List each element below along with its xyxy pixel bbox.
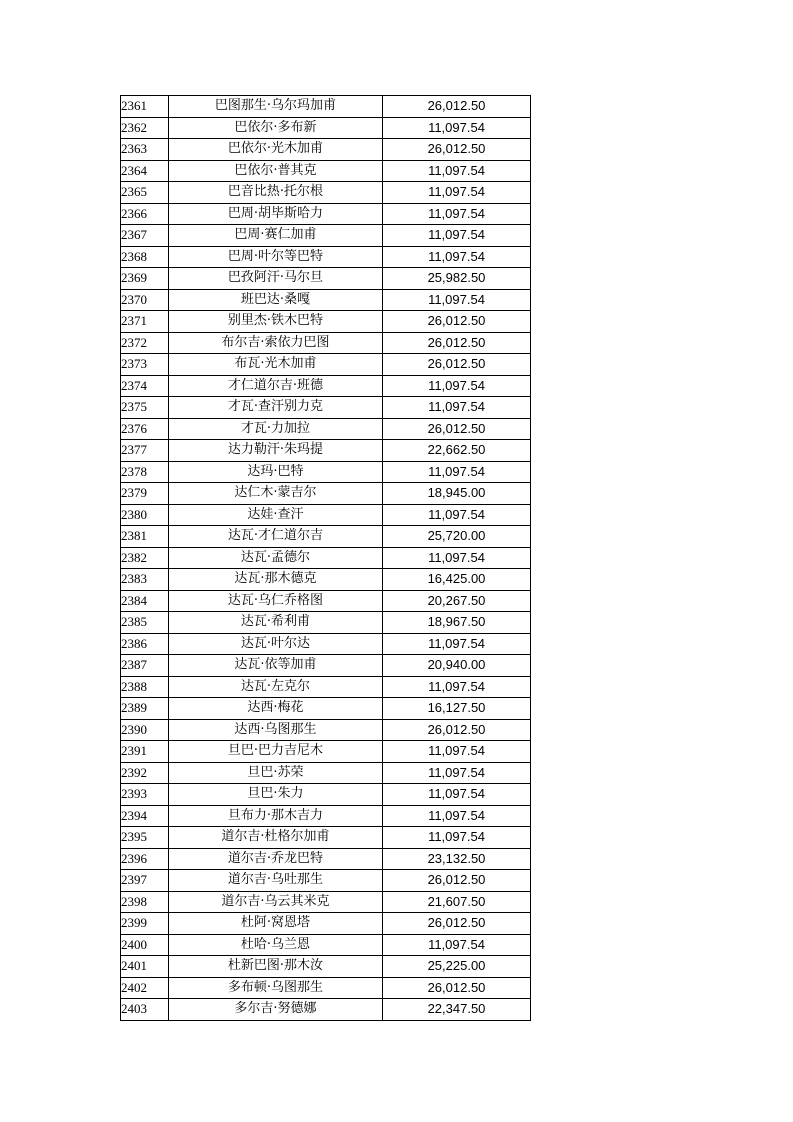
table-row: [121, 848, 531, 870]
row-number: 2379: [121, 483, 169, 505]
row-number: 2388: [121, 676, 169, 698]
person-name: 达娃·查汗: [169, 504, 383, 526]
amount-value: 26,012.50: [383, 354, 531, 376]
person-name: 达瓦·孟德尔: [169, 547, 383, 569]
amount-value: 11,097.54: [383, 547, 531, 569]
table-row: [121, 676, 531, 698]
person-name: 巴孜阿汗·马尔旦: [169, 268, 383, 290]
amount-value: 26,012.50: [383, 719, 531, 741]
person-name: 别里杰·铁木巴特: [169, 311, 383, 333]
amount-value: 20,267.50: [383, 590, 531, 612]
row-number: 2385: [121, 612, 169, 634]
person-name: 班巴达·桑嘎: [169, 289, 383, 311]
table-row: [121, 762, 531, 784]
table-row: [121, 956, 531, 978]
row-number: 2375: [121, 397, 169, 419]
row-number: 2401: [121, 956, 169, 978]
row-number: 2400: [121, 934, 169, 956]
amount-value: 11,097.54: [383, 375, 531, 397]
person-name: 道尔吉·杜格尔加甫: [169, 827, 383, 849]
person-name: 道尔吉·乌云其米克: [169, 891, 383, 913]
person-name: 达仁木·蒙吉尔: [169, 483, 383, 505]
person-name: 才瓦·力加拉: [169, 418, 383, 440]
person-name: 巴依尔·多布新: [169, 117, 383, 139]
amount-value: 26,012.50: [383, 418, 531, 440]
person-name: 杜阿·窝恩塔: [169, 913, 383, 935]
table-row: [121, 182, 531, 204]
row-number: 2378: [121, 461, 169, 483]
person-name: 巴依尔·普其克: [169, 160, 383, 182]
person-name: 达瓦·依等加甫: [169, 655, 383, 677]
row-number: 2397: [121, 870, 169, 892]
row-number: 2394: [121, 805, 169, 827]
row-number: 2368: [121, 246, 169, 268]
amount-value: 11,097.54: [383, 784, 531, 806]
person-name: 达西·梅花: [169, 698, 383, 720]
amount-value: 22,347.50: [383, 999, 531, 1021]
amount-value: 23,132.50: [383, 848, 531, 870]
table-row: [121, 375, 531, 397]
table-row: [121, 117, 531, 139]
person-name: 达瓦·叶尔达: [169, 633, 383, 655]
table-row: [121, 289, 531, 311]
table-row: [121, 311, 531, 333]
person-name: 巴周·叶尔等巴特: [169, 246, 383, 268]
amount-value: 26,012.50: [383, 96, 531, 118]
person-name: 达瓦·那木德克: [169, 569, 383, 591]
amount-value: 11,097.54: [383, 117, 531, 139]
table-row: [121, 526, 531, 548]
row-number: 2398: [121, 891, 169, 913]
row-number: 2403: [121, 999, 169, 1021]
row-number: 2399: [121, 913, 169, 935]
amount-value: 11,097.54: [383, 805, 531, 827]
amount-value: 11,097.54: [383, 461, 531, 483]
table-row: [121, 934, 531, 956]
table-row: [121, 741, 531, 763]
row-number: 2376: [121, 418, 169, 440]
table-row: [121, 139, 531, 161]
row-number: 2363: [121, 139, 169, 161]
table-row: [121, 268, 531, 290]
person-name: 达瓦·乌仁乔格图: [169, 590, 383, 612]
table-row: [121, 590, 531, 612]
person-name: 布瓦·光木加甫: [169, 354, 383, 376]
row-number: 2395: [121, 827, 169, 849]
row-number: 2361: [121, 96, 169, 118]
row-number: 2372: [121, 332, 169, 354]
row-number: 2382: [121, 547, 169, 569]
table-row: [121, 397, 531, 419]
amount-value: 26,012.50: [383, 139, 531, 161]
person-name: 巴周·胡毕斯哈力: [169, 203, 383, 225]
table-row: [121, 805, 531, 827]
person-name: 达力勒汗·朱玛提: [169, 440, 383, 462]
table-row: [121, 246, 531, 268]
person-name: 巴周·赛仁加甫: [169, 225, 383, 247]
table-row: [121, 547, 531, 569]
amount-value: 11,097.54: [383, 504, 531, 526]
row-number: 2377: [121, 440, 169, 462]
row-number: 2392: [121, 762, 169, 784]
person-name: 巴图那生·乌尔玛加甫: [169, 96, 383, 118]
amount-value: 11,097.54: [383, 225, 531, 247]
table-row: [121, 225, 531, 247]
table-row: [121, 891, 531, 913]
row-number: 2386: [121, 633, 169, 655]
table-row: [121, 418, 531, 440]
person-name: 达瓦·左克尔: [169, 676, 383, 698]
person-name: 旦巴·巴力吉尼木: [169, 741, 383, 763]
person-name: 旦布力·那木吉力: [169, 805, 383, 827]
table-row: [121, 203, 531, 225]
amount-value: 11,097.54: [383, 246, 531, 268]
amount-value: 26,012.50: [383, 311, 531, 333]
person-name: 杜哈·乌兰恩: [169, 934, 383, 956]
amount-value: 26,012.50: [383, 332, 531, 354]
table-row: [121, 354, 531, 376]
amount-value: 16,425.00: [383, 569, 531, 591]
amount-value: 25,720.00: [383, 526, 531, 548]
row-number: 2380: [121, 504, 169, 526]
person-name: 杜新巴图·那木汝: [169, 956, 383, 978]
row-number: 2402: [121, 977, 169, 999]
row-number: 2369: [121, 268, 169, 290]
person-name: 才仁道尔吉·班德: [169, 375, 383, 397]
row-number: 2370: [121, 289, 169, 311]
row-number: 2381: [121, 526, 169, 548]
row-number: 2367: [121, 225, 169, 247]
amount-value: 21,607.50: [383, 891, 531, 913]
person-name: 才瓦·查汗别力克: [169, 397, 383, 419]
person-name: 巴依尔·光木加甫: [169, 139, 383, 161]
amount-value: 11,097.54: [383, 741, 531, 763]
table-body: [121, 96, 531, 1021]
amount-value: 18,945.00: [383, 483, 531, 505]
amount-value: 25,982.50: [383, 268, 531, 290]
person-name: 达玛·巴特: [169, 461, 383, 483]
row-number: 2383: [121, 569, 169, 591]
table-row: [121, 913, 531, 935]
table-row: [121, 332, 531, 354]
amount-value: 22,662.50: [383, 440, 531, 462]
amount-value: 20,940.00: [383, 655, 531, 677]
row-number: 2373: [121, 354, 169, 376]
person-name: 道尔吉·乌吐那生: [169, 870, 383, 892]
row-number: 2374: [121, 375, 169, 397]
person-name: 旦巴·朱力: [169, 784, 383, 806]
payment-table: [120, 95, 531, 1021]
table-row: [121, 160, 531, 182]
table-row: [121, 870, 531, 892]
row-number: 2389: [121, 698, 169, 720]
table-row: [121, 633, 531, 655]
amount-value: 11,097.54: [383, 934, 531, 956]
amount-value: 25,225.00: [383, 956, 531, 978]
amount-value: 26,012.50: [383, 913, 531, 935]
person-name: 巴音比热·托尔根: [169, 182, 383, 204]
table-row: [121, 719, 531, 741]
amount-value: 11,097.54: [383, 676, 531, 698]
amount-value: 11,097.54: [383, 160, 531, 182]
table-row: [121, 977, 531, 999]
table-row: [121, 483, 531, 505]
row-number: 2365: [121, 182, 169, 204]
row-number: 2393: [121, 784, 169, 806]
row-number: 2384: [121, 590, 169, 612]
person-name: 多布顿·乌图那生: [169, 977, 383, 999]
person-name: 多尔吉·努德娜: [169, 999, 383, 1021]
row-number: 2390: [121, 719, 169, 741]
row-number: 2396: [121, 848, 169, 870]
row-number: 2364: [121, 160, 169, 182]
person-name: 达西·乌图那生: [169, 719, 383, 741]
amount-value: 11,097.54: [383, 182, 531, 204]
amount-value: 11,097.54: [383, 289, 531, 311]
row-number: 2387: [121, 655, 169, 677]
person-name: 旦巴·苏荣: [169, 762, 383, 784]
amount-value: 11,097.54: [383, 633, 531, 655]
table-row: [121, 698, 531, 720]
table-row: [121, 612, 531, 634]
amount-value: 16,127.50: [383, 698, 531, 720]
person-name: 道尔吉·乔龙巴特: [169, 848, 383, 870]
table-row: [121, 827, 531, 849]
row-number: 2371: [121, 311, 169, 333]
row-number: 2366: [121, 203, 169, 225]
table-row: [121, 569, 531, 591]
row-number: 2391: [121, 741, 169, 763]
amount-value: 11,097.54: [383, 827, 531, 849]
amount-value: 26,012.50: [383, 977, 531, 999]
person-name: 达瓦·希利甫: [169, 612, 383, 634]
amount-value: 18,967.50: [383, 612, 531, 634]
person-name: 布尔吉·索依力巴图: [169, 332, 383, 354]
table-row: [121, 461, 531, 483]
table-row: [121, 440, 531, 462]
amount-value: 11,097.54: [383, 762, 531, 784]
amount-value: 26,012.50: [383, 870, 531, 892]
table-row: [121, 655, 531, 677]
row-number: 2362: [121, 117, 169, 139]
person-name: 达瓦·才仁道尔吉: [169, 526, 383, 548]
table-row: [121, 784, 531, 806]
table-row: [121, 999, 531, 1021]
amount-value: 11,097.54: [383, 397, 531, 419]
table-row: [121, 504, 531, 526]
table-row: [121, 96, 531, 118]
amount-value: 11,097.54: [383, 203, 531, 225]
